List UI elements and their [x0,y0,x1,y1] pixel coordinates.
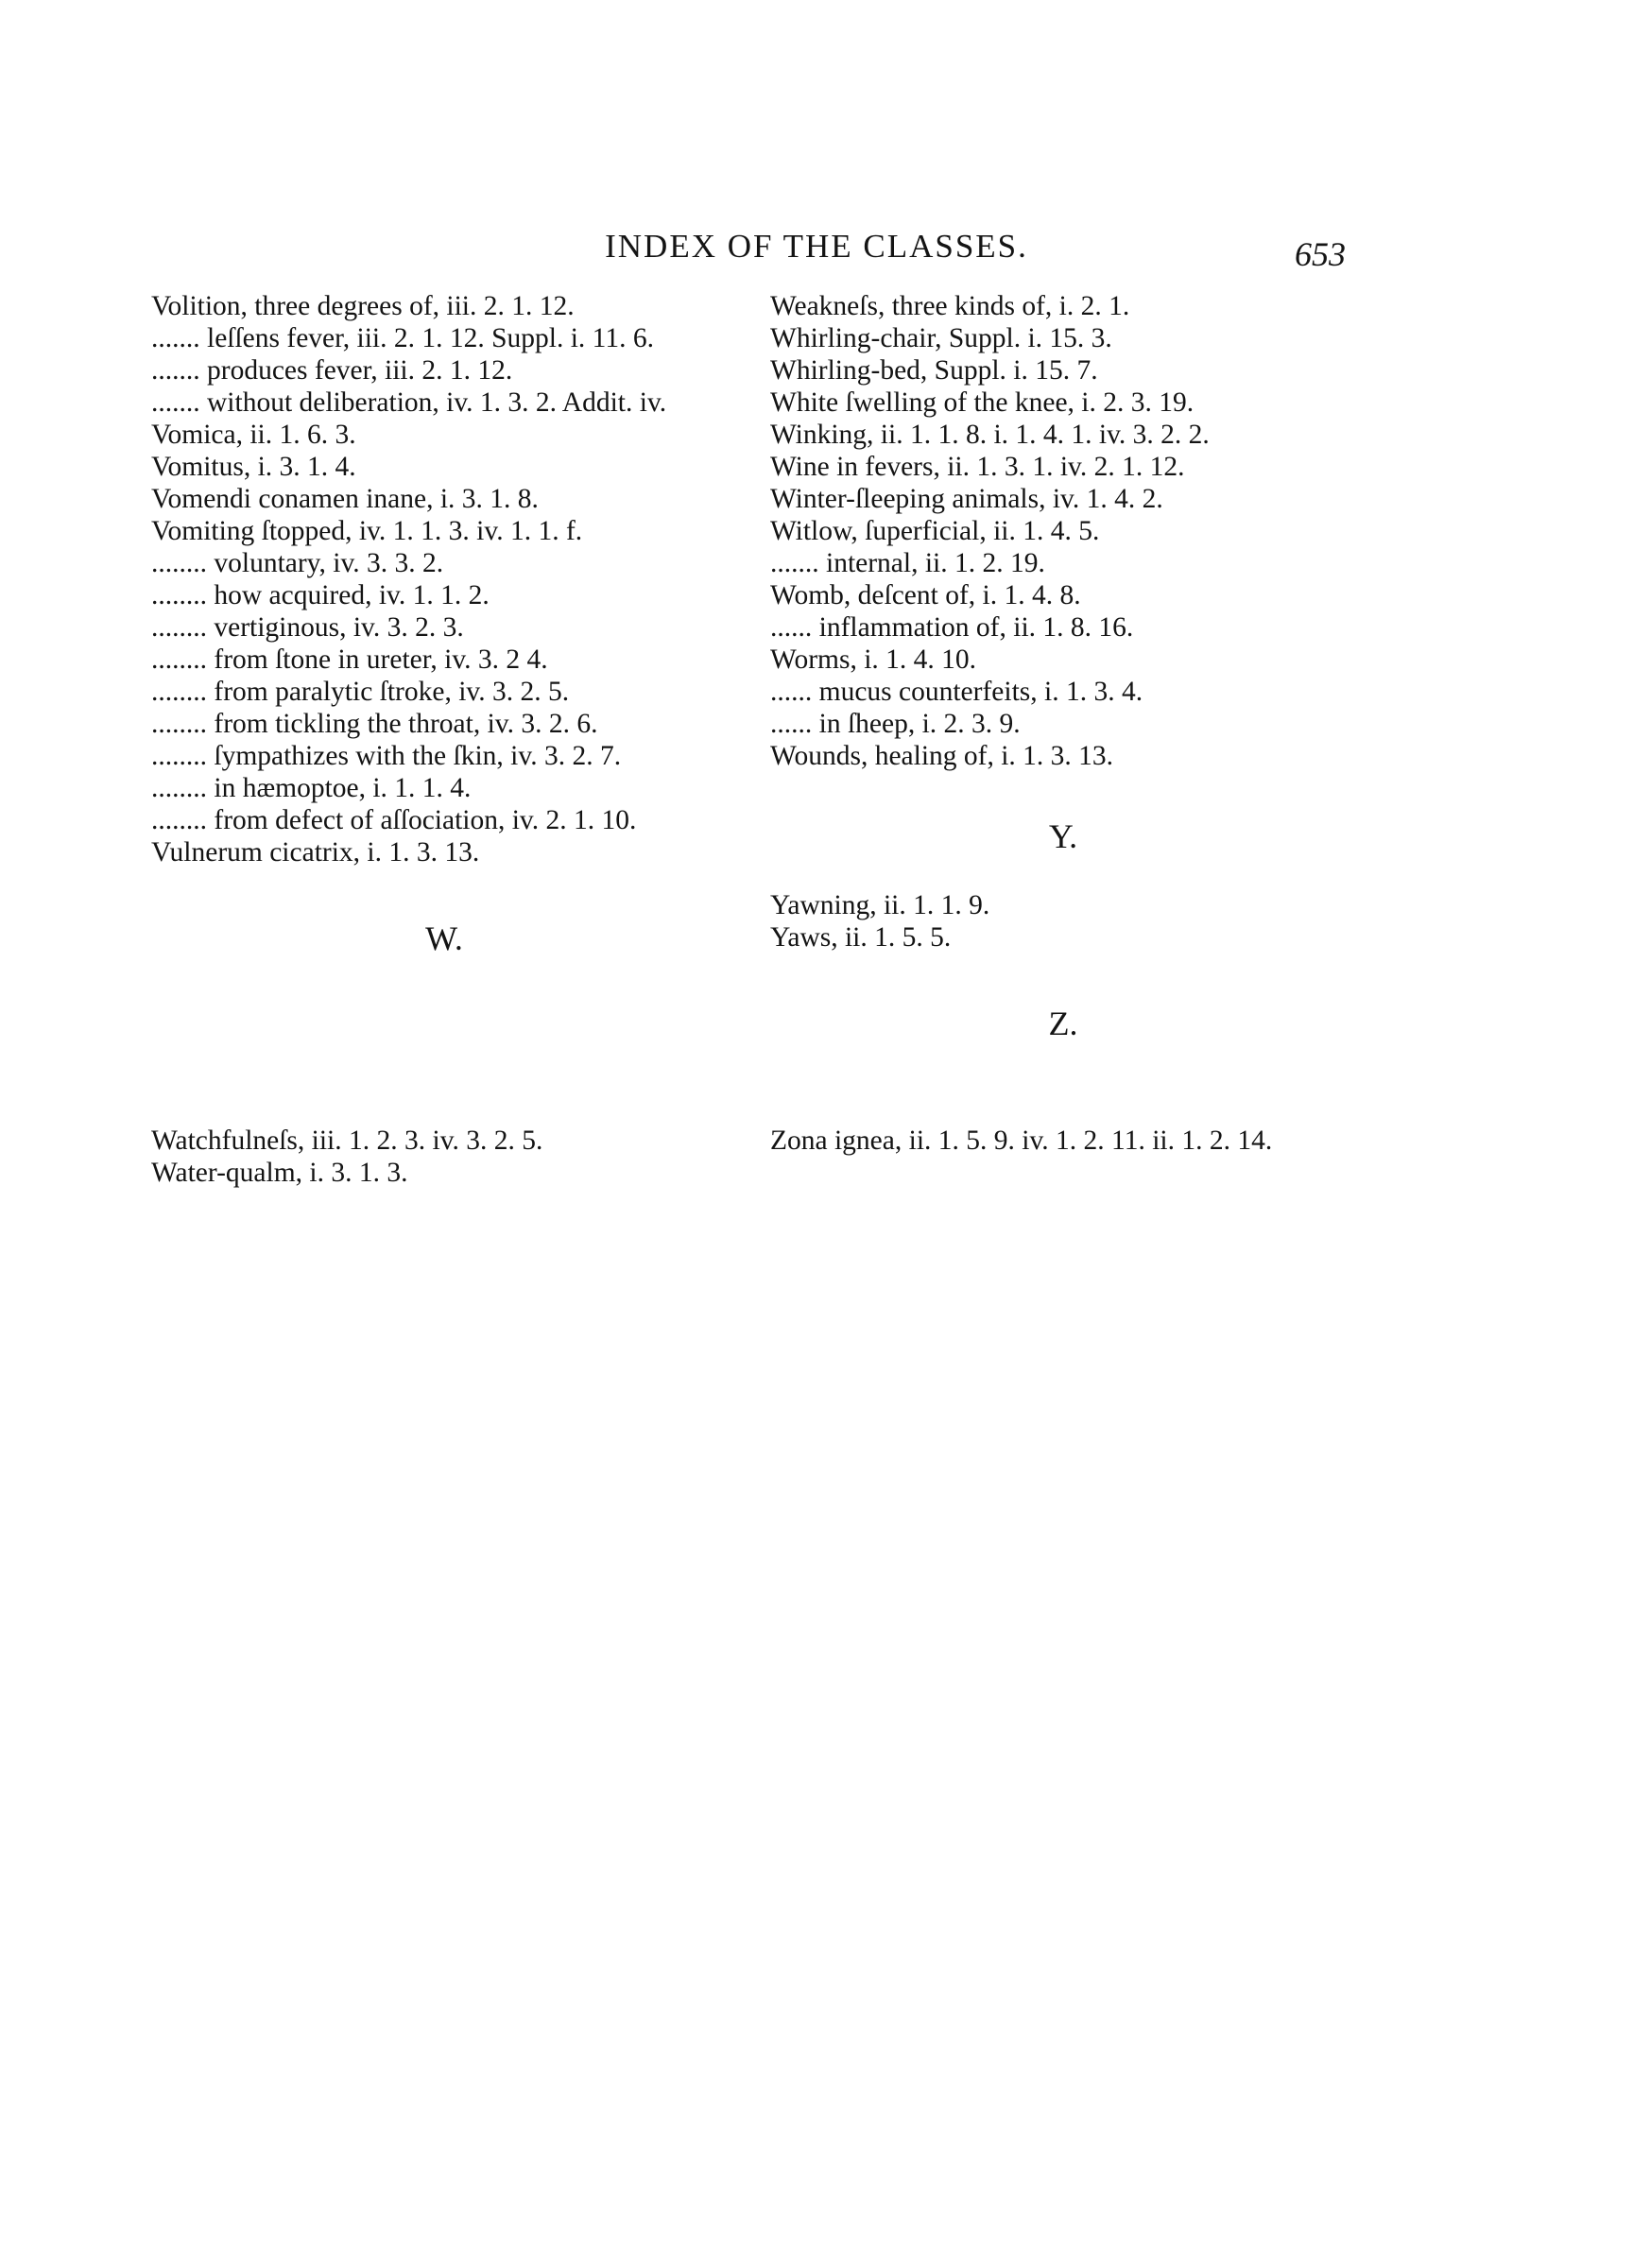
index-entry: ........ from defect of aſſociation, iv. 2. 1. 10. [151,805,637,835]
index-entry: Yawning, ii. 1. 1. 9. [770,890,990,920]
index-entry: Zona ignea, ii. 1. 5. 9. iv. 1. 2. 11. ii. 1. 2. 14. [770,1125,1273,1156]
spacer [770,772,1356,817]
index-entry: ....... produces fever, iii. 2. 1. 12. [151,355,513,386]
index-entry: Volition, three degrees of, iii. 2. 1. 12. [151,291,575,321]
index-entry: ........ from tickling the throat, iv. 3. 2. 6. [151,709,598,739]
index-entry: Womb, deſcent of, i. 1. 4. 8. [770,580,1081,610]
index-entry: Witlow, ſuperficial, ii. 1. 4. 5. [770,516,1100,546]
section-letter-z: Z. [1048,1005,1078,1042]
section-letter-y: Y. [1048,817,1078,855]
index-entry: Watchfulneſs, iii. 1. 2. 3. iv. 3. 2. 5. [151,1125,543,1156]
page-number: 653 [1295,235,1346,273]
index-entry: ........ ſympathizes with the ſkin, iv. 3. 2. 7. [151,741,622,771]
index-entry: ........ voluntary, iv. 3. 3. 2. [151,548,444,578]
section-w-entries [151,1125,737,1189]
index-entry: ........ in hæmoptoe, i. 1. 1. 4. [151,773,472,803]
index-entry: Vomiting ſtopped, iv. 1. 1. 3. iv. 1. 1. f. [151,516,583,546]
spacer [151,868,737,919]
index-entry: Wounds, healing of, i. 1. 3. 13. [770,741,1114,771]
index-entry: Winking, ii. 1. 1. 8. i. 1. 4. 1. iv. 3. 2. 2. [770,420,1210,450]
index-entry: ........ from paralytic ſtroke, iv. 3. 2. 5. [151,677,570,707]
index-entry: Yaws, ii. 1. 5. 5. [770,922,952,953]
index-entry: ...... in ſheep, i. 2. 3. 9. [770,709,1021,739]
index-entry: ...... inflammation of, ii. 1. 8. 16. [770,612,1134,643]
index-entry: Worms, i. 1. 4. 10. [770,644,977,675]
index-entry: Vomica, ii. 1. 6. 3. [151,420,356,450]
left-column [151,290,737,957]
index-entry: Vulnerum cicatrix, i. 1. 3. 13. [151,837,480,868]
index-entry: White ſwelling of the knee, i. 2. 3. 19. [770,387,1195,418]
spacer [770,954,1356,1005]
index-entry: Winter-ſleeping animals, iv. 1. 4. 2. [770,484,1163,514]
spacer [770,855,1356,889]
section-z-entries [770,1125,1356,1157]
index-entry: Wine in fevers, ii. 1. 3. 1. iv. 2. 1. 12. [770,452,1185,482]
index-entry: Weakneſs, three kinds of, i. 2. 1. [770,291,1130,321]
index-entry: Whirling-chair, Suppl. i. 15. 3. [770,323,1112,353]
index-entry: Vomitus, i. 3. 1. 4. [151,452,356,482]
running-head: INDEX OF THE CLASSES. [605,228,1028,265]
index-entry: Whirling-bed, Suppl. i. 15. 7. [770,355,1098,386]
right-column [770,290,1356,1042]
index-entry: Water-qualm, i. 3. 1. 3. [151,1158,408,1188]
index-entry: ....... leſſens fever, iii. 2. 1. 12. Suppl. i. 11. 6. [151,323,654,353]
page-header [0,223,1633,280]
section-letter-w: W. [425,919,463,957]
index-entry: ...... mucus counterfeits, i. 1. 3. 4. [770,677,1143,707]
index-entry: ........ vertiginous, iv. 3. 2. 3. [151,612,464,643]
index-entry: Vomendi conamen inane, i. 3. 1. 8. [151,484,539,514]
index-entry: ....... internal, ii. 1. 2. 19. [770,548,1045,578]
index-entry: ....... without deliberation, iv. 1. 3. 2. Addit. iv. [151,387,667,418]
index-entry: ........ from ſtone in ureter, iv. 3. 2 4. [151,644,548,675]
index-entry: ........ how acquired, iv. 1. 1. 2. [151,580,490,610]
